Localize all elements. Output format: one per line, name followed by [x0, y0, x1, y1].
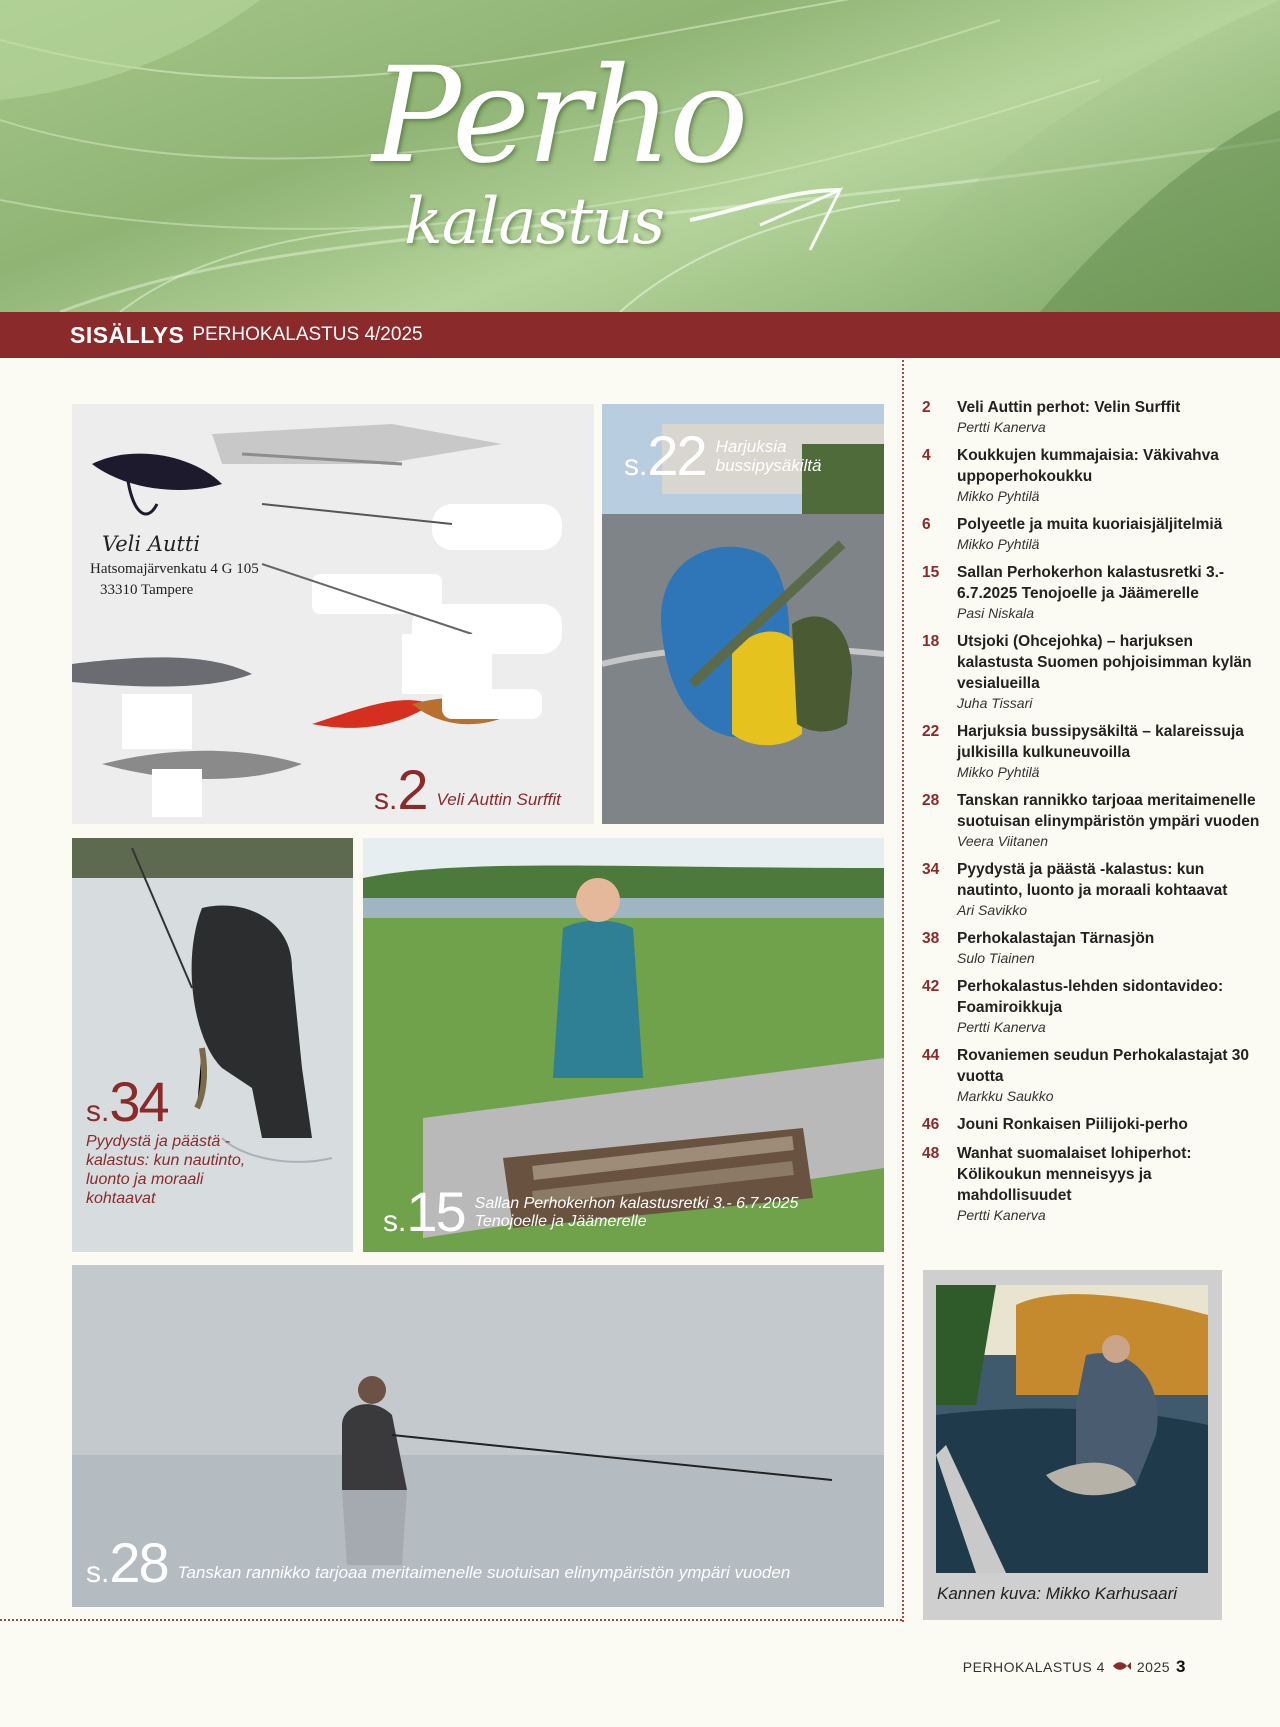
toc-entry	[922, 397, 1262, 437]
toc-title: Wanhat suomalaiset lohiperhot: Kölikoukun menneisyys ja mahdollisuudet	[957, 1145, 1192, 1204]
toc-page-number: 28	[922, 792, 940, 809]
toc-page-number: 48	[922, 1145, 940, 1162]
contents-bar	[0, 312, 1280, 358]
toc-author: Juha Tissari	[957, 695, 1033, 711]
feature-title: Sallan Perhokerhon kalastusretki 3.- 6.7.2025 Tenojoelle ja Jäämerelle	[474, 1194, 799, 1231]
photo-fly-surffit	[72, 404, 594, 824]
toc-title: Tanskan rannikko tarjoaa meritaimenelle suotuisan elinympäristön ympäri vuoden	[957, 792, 1260, 830]
feature-title: Veli Auttin Surffit	[436, 790, 561, 810]
toc-page-number: 22	[922, 723, 940, 740]
card-name: Veli Autti	[102, 532, 201, 556]
toc-author: Veera Viitanen	[957, 833, 1049, 849]
toc-author: Pertti Kanerva	[957, 1207, 1046, 1223]
feature-caption-15	[383, 1180, 799, 1243]
toc-entry	[922, 1114, 1262, 1135]
feature-title: Pyydystä ja päästä -kalastus: kun nautinto, luonto ja moraali kohtaavat	[86, 1132, 246, 1207]
feature-page-number: s.34	[86, 1070, 168, 1133]
feature-page-number: s.15	[383, 1180, 465, 1243]
toc-entry	[922, 514, 1262, 554]
toc-title: Veli Auttin perhot: Velin Surffit	[957, 399, 1181, 416]
toc-title: Harjuksia bussipysäkiltä – kalareissuja julkisilla kulkuneuvoilla	[957, 723, 1244, 761]
cover-photo-box	[923, 1270, 1222, 1620]
toc-author: Mikko Pyhtilä	[957, 764, 1040, 780]
feature-caption-34	[86, 1070, 246, 1208]
feature-caption-2	[374, 758, 561, 821]
toc-title: Polyeetle ja muita kuoriaisjäljitelmiä	[957, 516, 1223, 533]
toc-entry	[922, 631, 1262, 713]
toc-page-number: 42	[922, 978, 940, 995]
logo-perho: Perho	[372, 39, 746, 193]
toc-title: Rovaniemen seudun Perhokalastajat 30 vuotta	[957, 1047, 1250, 1085]
toc-author: Markku Saukko	[957, 1088, 1054, 1104]
toc-title: Perhokalastajan Tärnasjön	[957, 930, 1155, 947]
footer-magazine: PERHOKALASTUS 4	[962, 1659, 1105, 1675]
toc-author: Mikko Pyhtilä	[957, 488, 1040, 504]
card-city: 33310 Tampere	[100, 582, 194, 598]
feature-caption-22	[624, 424, 822, 487]
toc-page-number: 34	[922, 861, 940, 878]
toc-author: Mikko Pyhtilä	[957, 536, 1040, 552]
toc-entry	[922, 1045, 1262, 1106]
toc-entry	[922, 562, 1262, 623]
cover-caption: Kannen kuva: Mikko Karhusaari	[937, 1584, 1178, 1603]
feature-title: Harjuksia bussipysäkiltä	[715, 436, 822, 476]
vertical-dotted-divider	[902, 360, 904, 1622]
page-number: 3	[1176, 1657, 1186, 1676]
toc-title: Pyydystä ja päästä -kalastus: kun nautinto, luonto ja moraali kohtaavat	[957, 861, 1228, 899]
cover-photo-image	[936, 1285, 1208, 1573]
toc-title: Koukkujen kummajaisia: Väkivahva uppoperhokoukku	[957, 447, 1219, 485]
toc-author: Sulo Tiainen	[957, 950, 1035, 966]
feature-title: Tanskan rannikko tarjoaa meritaimenelle suotuisan elinympäristön ympäri vuoden	[177, 1563, 791, 1583]
toc-title: Utsjoki (Ohcejohka) – harjuksen kalastusta Suomen pohjoisimman kylän vesialueilla	[957, 633, 1252, 692]
toc-entry	[922, 976, 1262, 1037]
toc-page-number: 44	[922, 1047, 940, 1064]
feature-page-number: s.2	[374, 758, 427, 821]
feature-caption-28	[86, 1531, 791, 1594]
photo-salla-trip	[363, 838, 884, 1252]
toc-author: Pasi Niskala	[957, 605, 1035, 621]
toc-author: Ari Savikko	[957, 902, 1028, 918]
photo-sea-trout	[72, 1265, 884, 1607]
logo-kalastus: kalastus	[404, 185, 665, 259]
page-footer	[963, 1657, 1186, 1677]
toc-title: Jouni Ronkaisen Piilijoki-perho	[957, 1116, 1188, 1133]
toc-title: Perhokalastus-lehden sidontavideo: Foamiroikkuja	[957, 978, 1224, 1016]
cover-photo	[936, 1285, 1208, 1573]
toc-title: Sallan Perhokerhon kalastusretki 3.- 6.7.2025 Tenojoelle ja Jäämerelle	[957, 564, 1225, 602]
toc-entry	[922, 859, 1262, 920]
toc-page-number: 15	[922, 564, 940, 581]
toc-page-number: 18	[922, 633, 940, 650]
toc-author: Pertti Kanerva	[957, 419, 1046, 435]
horizontal-dotted-divider	[0, 1619, 902, 1621]
magazine-header	[0, 0, 1280, 312]
fish-logo-icon	[1111, 1659, 1131, 1675]
contents-title: SISÄLLYS	[70, 321, 185, 348]
photo-bus-stop	[602, 404, 884, 824]
toc-page-number: 38	[922, 930, 940, 947]
toc-page-number: 4	[922, 447, 931, 464]
feature-page-number: s.22	[624, 424, 706, 487]
toc-entry	[922, 445, 1262, 506]
toc-entry	[922, 721, 1262, 782]
card-street: Hatsomajärvenkatu 4 G 105	[90, 561, 259, 577]
toc-page-number: 6	[922, 516, 931, 533]
toc-entry	[922, 1143, 1262, 1225]
toc-page-number: 46	[922, 1116, 940, 1133]
photo-catch-release	[72, 838, 353, 1252]
feature-page-number: s.28	[86, 1531, 168, 1594]
toc-entry	[922, 790, 1262, 851]
toc-entry	[922, 928, 1262, 968]
toc-page-number: 2	[922, 399, 931, 416]
table-of-contents	[922, 397, 1262, 1233]
footer-year: 2025	[1136, 1659, 1171, 1675]
toc-author: Pertti Kanerva	[957, 1019, 1046, 1035]
contents-issue: PERHOKALASTUS 4/2025	[192, 324, 423, 345]
